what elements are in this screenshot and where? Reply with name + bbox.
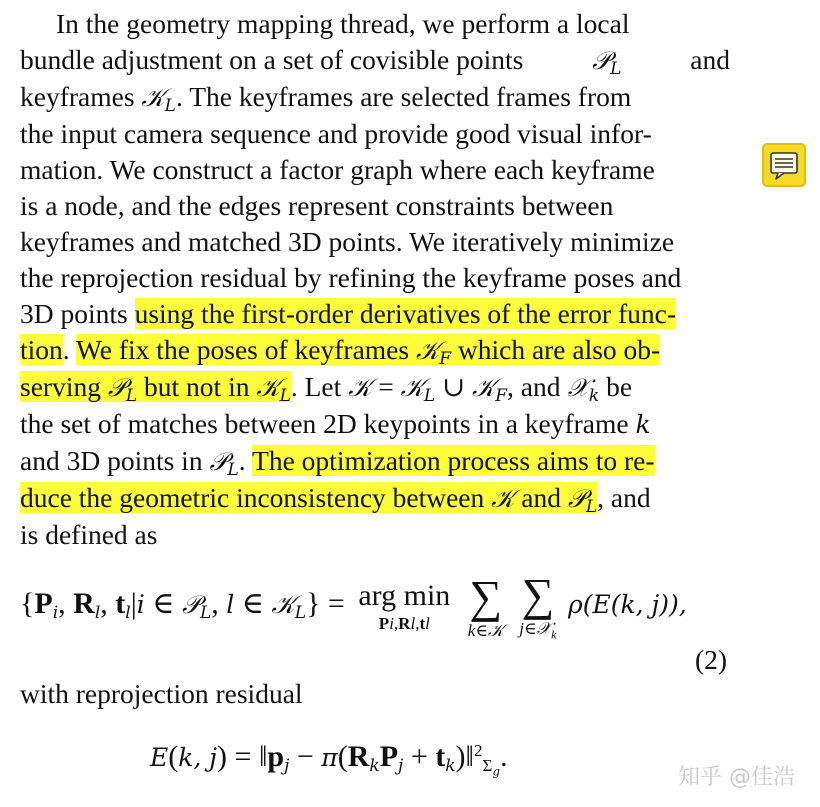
text-line-1: In the geometry mapping thread, we perform a local <box>56 8 630 39</box>
text-line-5: mation. We construct a factor graph where each keyframe <box>20 154 655 185</box>
highlight-3: The optimization process aims to re- <box>252 445 655 476</box>
text-line-14: duce the geometric inconsistency between 𝒦 and 𝒫$_L$, and <box>20 482 651 517</box>
sum-k: ∑ k∈𝒦 <box>467 570 504 640</box>
text-line-4: the input camera sequence and provide good visual infor- <box>20 118 652 149</box>
with-residual-text: with reprojection residual <box>20 678 303 709</box>
text-line-11: serving 𝒫$_L$ but not in 𝒦$_L$. Let 𝒦 = 𝒦$_L$ ∪ 𝒦$_F$, and 𝒳$_k$ be <box>20 371 633 406</box>
equation-2: {$P_i$, $R_l$, $t_l|i$ ∈ 𝒫$_L$, l ∈ 𝒦$_L$} = arg min Pi,Rl,tl ∑ k∈𝒦 ∑ j∈𝒳$_k$ ρ(E(k, j)), <box>20 569 687 642</box>
highlight-1: using the first-order derivatives of the error func- <box>134 298 676 329</box>
text-line-3: keyframes 𝒦$_L$. The keyframes are selected frames from <box>20 81 632 116</box>
text-line-9: 3D points using the first-order derivatives of the error func- <box>20 298 676 329</box>
sum-j: ∑ j∈𝒳$_k$ <box>519 569 557 642</box>
highlight-2: We fix the poses of keyframes 𝒦$_F$ which are also ob- <box>76 334 661 369</box>
argmin-operator: arg min Pi,Rl,tl <box>358 578 451 633</box>
text-line-8: the reprojection residual by refining the keyframe poses and <box>20 262 682 293</box>
text-line-12: the set of matches between 2D keypoints in a keyframe k <box>20 408 651 439</box>
symbol-PL: 𝒫 <box>592 46 611 75</box>
text-line-10: tion. We fix the poses of keyframes 𝒦$_F$ which are also ob- <box>20 334 661 369</box>
text-line-15: is defined as <box>20 519 158 550</box>
text-line-6: is a node, and the edges represent constraints between <box>20 190 614 221</box>
text-line-2: bundle adjustment on a set of covisible points 𝒫$_L$ and <box>20 44 730 79</box>
equation-number: (2) <box>695 644 728 675</box>
comment-note-icon[interactable] <box>762 143 806 187</box>
text-line-7: keyframes and matched 3D points. We iteratively minimize <box>20 226 675 257</box>
reprojection-equation: E(k, $j) = ‖p_j - \pi(R_kP_j$ + $t_k)‖^2_{\Sigma_g}$. <box>150 740 508 779</box>
paper-paragraph <box>20 6 730 553</box>
watermark: 知乎 @佳浩 <box>678 765 795 790</box>
text-line-13: and 3D points in 𝒫$_L$. The optimization process aims to re- <box>20 445 655 480</box>
